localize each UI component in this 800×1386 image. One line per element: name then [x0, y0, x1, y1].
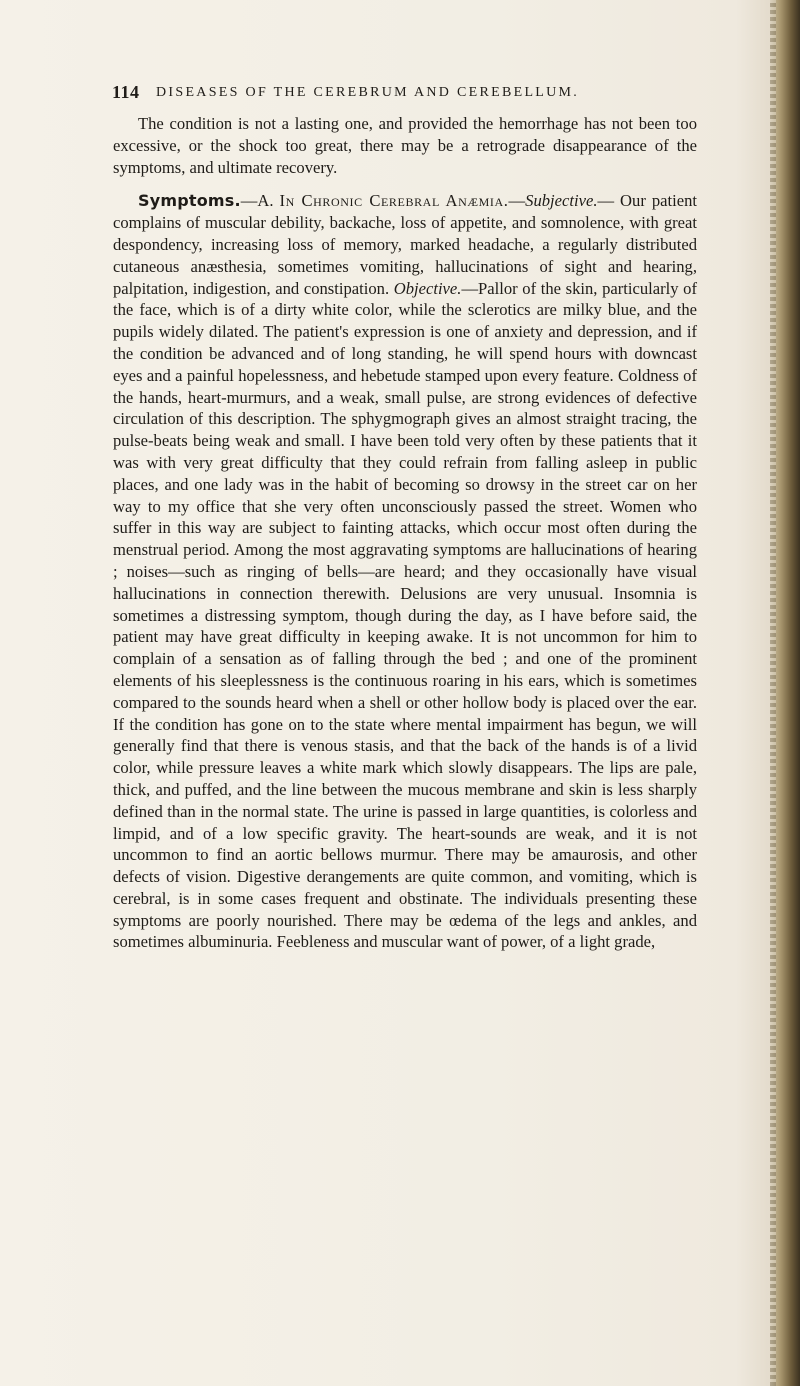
running-head: DISEASES OF THE CEREBRUM AND CEREBELLUM.: [156, 85, 580, 100]
objective-text: Pallor of the skin, particularly of the face, which is of a dirty white color, while the sclerotics are milky blue, and the pupils widely dilated. The patient's expression is one of anxiety and depression, and if the condition be advanced and of long standing, he will spend hours with downcast eyes and a painful hopelessness, and hebetude stamped upon every feature. Coldness of the hands, heart-murmurs, and a weak, small pulse, are strong evidences of defective circulation of this description. The sphygmograph gives an almost straight tracing, the pulse-beats being weak and small. I have been told very often by these patients that it was with very great difficulty that they could refrain from falling asleep in public places, and one lady was in the habit of becoming so drowsy in the street car on her way to my office that she very often unconsciously passed the street. Women who suffer in this way are subject to fainting attacks, which occur most often during the menstrual period. Among the most aggravating symptoms are hallucinations of hearing ; noises—such as ringing of bells—are heard; and they occasionally have visual hallucinations in connection therewith. Delusions are very unusual. Insomnia is sometimes a distressing symptom, though during the day, as I have before said, the patient may have great difficulty in keeping awake. It is not uncommon for him to complain of a sensation as of falling through the bed ; and one of the prominent elements of his sleeplessness is the continuous roaring in his ears, which is sometimes compared to the sounds heard when a shell or other hollow body is placed over the ear. If the condition has gone on to the state where mental impairment has begun, we will generally find that there is venous stasis, and that the back of the hands is of a livid color, while pressure leaves a white mark which slowly disappears. The lips are pale, thick, and puffed, and the line between the mucous membrane and skin is less sharply defined than in the normal state. The urine is passed in large quantities, is colorless and limpid, and of a low specific gravity. The heart-sounds are weak, and it is not uncommon to find an aortic bellows murmur. There may be amaurosis, and other defects of vision. Digestive derangements are quite common, and vomiting, which is cerebral, is in some cases frequent and obstinate. The individuals presenting these symptoms are poorly nourished. There may be œdema of the legs and ankles, and sometimes albuminuria. Feebleness and muscular want of power, of a light grade,: [113, 278, 697, 952]
page-header: [112, 82, 692, 110]
heading-separator: —A.: [240, 191, 274, 211]
page-edge-shadow: [770, 0, 800, 1386]
subjective-label: Subjective.: [525, 191, 598, 211]
objective-separator: —: [461, 278, 479, 298]
body-text: [113, 113, 697, 953]
symptoms-heading: Symptoms.: [138, 191, 241, 211]
subjective-separator: —: [597, 191, 615, 211]
subheading-separator: —: [508, 191, 526, 211]
paragraph-symptoms: [113, 190, 697, 953]
page-number: 114: [112, 82, 140, 102]
objective-label: Objective.: [393, 278, 462, 298]
paragraph-intro: The condition is not a lasting one, and provided the hemorrhage has not been too excessive, or the shock too great, there may be a retrograde disappearance of the symptoms, and ultimate recovery.: [113, 114, 697, 177]
chronic-anaemia-subheading: In Chronic Cerebral Anæmia.: [279, 191, 509, 211]
subjective-text: Our patient complains of muscular debility, backache, loss of appetite, and somnolence, with great despondency, increasing loss of memory, marked headache, a regularly distributed cutaneous anæsthesia, sometimes vomiting, hallucinations of sight and hearing, palpitation, indigestion, and constipation.: [113, 191, 697, 298]
